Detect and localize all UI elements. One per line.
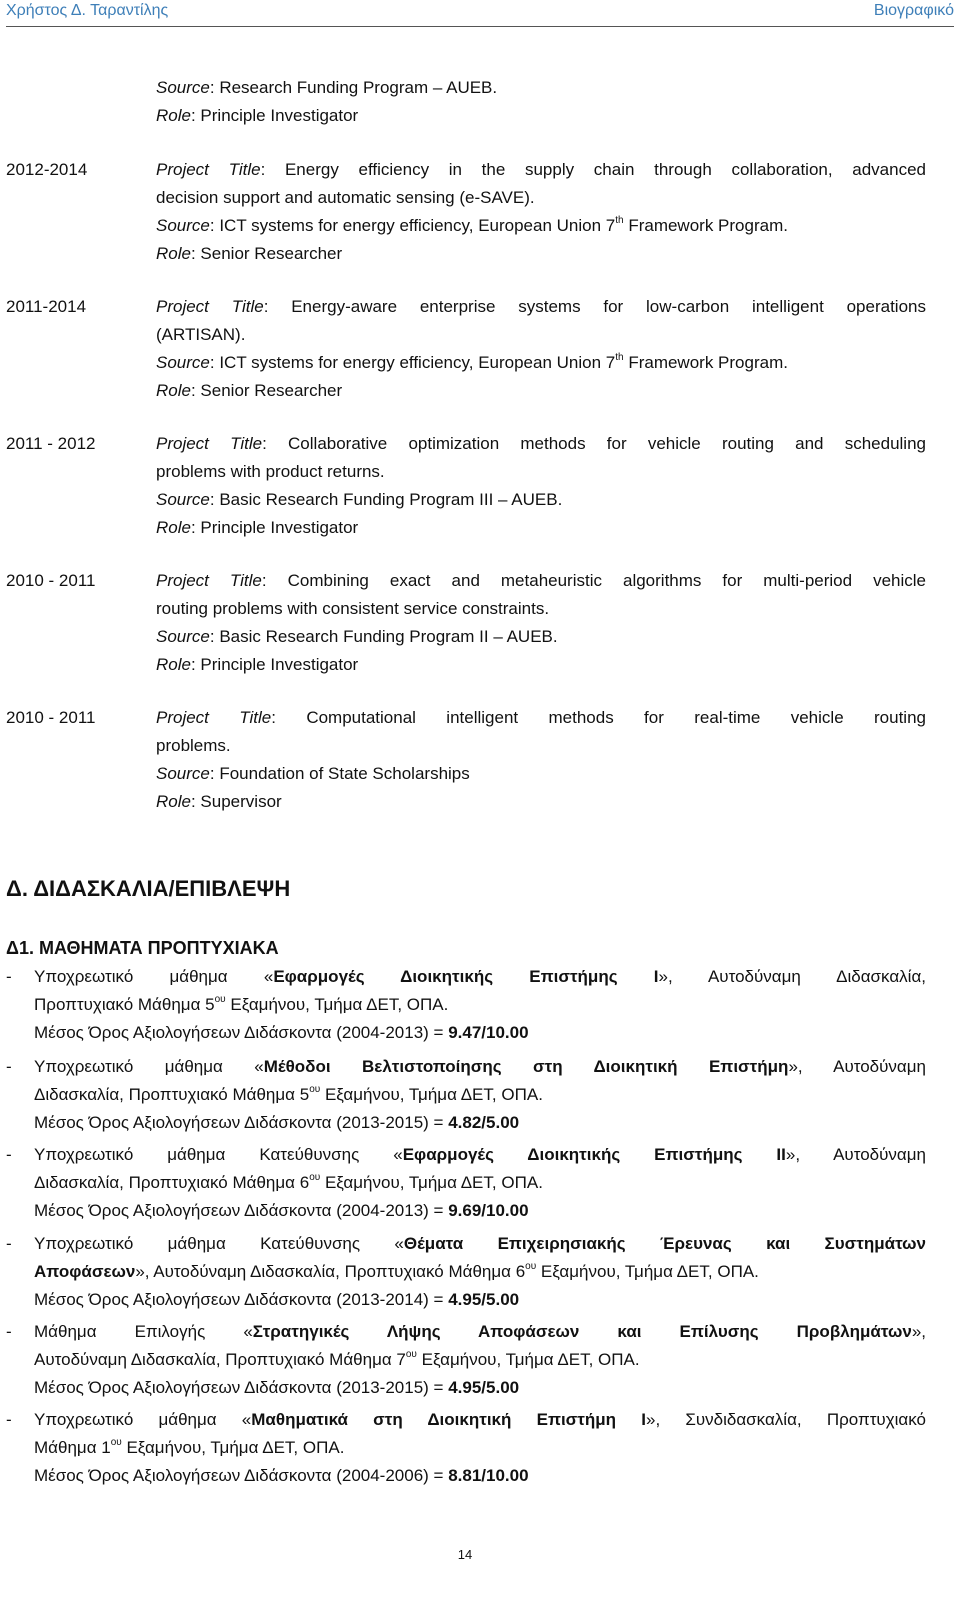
evaluation-score: 9.69/10.00 xyxy=(448,1201,529,1220)
project-title: Collaborative optimization methods for vehicle routing and scheduling xyxy=(288,434,926,453)
source-label: Source xyxy=(156,627,210,646)
role-label: Role xyxy=(156,106,191,125)
role-value: Senior Researcher xyxy=(200,381,343,400)
role-value: Principle Investigator xyxy=(200,655,359,674)
list-dash: - xyxy=(6,1234,12,1253)
project-entry: 2010 - 2011 Project Title: Computational intelligent methods for real-time vehicle routing problems. Source: Foundation of State Scholarships Role: Supervisor xyxy=(6,704,926,816)
course-name: Θέματα Επιχειρησιακής Έρευνας και Συστημάτων xyxy=(403,1234,927,1253)
project-entry: 2011-2014 Project Title: Energy-aware enterprise systems for low-carbon intelligent operations (ARTISAN). Source: ICT systems for energy efficiency, European Union 7th Framework Program. Role: Senior Researcher xyxy=(6,293,926,405)
role-value: Senior Researcher xyxy=(200,244,343,263)
evaluation-score: 4.95/5.00 xyxy=(448,1290,520,1309)
list-dash: - xyxy=(6,1322,12,1341)
source-value: Basic Research Funding Program III – AUEB. xyxy=(219,490,563,509)
list-dash: - xyxy=(6,1410,12,1429)
project-entry: 2010 - 2011 Project Title: Combining exact and metaheuristic algorithms for multi-period vehicle routing problems with consistent service constraints. Source: Basic Research Funding Program II – AUEB. Role: Principle Investigator xyxy=(6,567,926,679)
course-item: - Υποχρεωτικό μάθημα Κατεύθυνσης «Εφαρμογές Διοικητικής Επιστήμης ΙΙ», Αυτοδύναμη Διδασκαλία, Προπτυχιακό Μάθημα $6^{o\upsilon}$ Εξαμήνου, Τμήμα ΔΕΤ, ΟΠΑ. Μέσος Όρος Αξιολογήσεων Διδάσκοντα (2004-2013) = 9.69/10.00 xyxy=(6,1141,926,1225)
course-name: Στρατηγικές Λήψης Αποφάσεων και Επίλυσης Προβλημάτων xyxy=(252,1322,912,1341)
source-label: Source xyxy=(156,78,210,97)
role-label: Role xyxy=(156,792,191,811)
course-item: - Υποχρεωτικό μάθημα «Μαθηματικά στη Διοικητική Επιστήμη Ι», Συνδιδασκαλία, Προπτυχιακό Μάθημα $1^{o\upsilon}$ Εξαμήνου, Τμήμα ΔΕΤ, ΟΠΑ. Μέσος Όρος Αξιολογήσεων Διδάσκοντα (2004-2006) = 8.81/10.00 xyxy=(6,1406,926,1490)
course-item: - Υποχρεωτικό μάθημα Κατεύθυνσης «Θέματα Επιχειρησιακής Έρευνας και Συστημάτων Αποφάσεων», Αυτοδύναμη Διδασκαλία, Προπτυχιακό Μάθημα $6^{o\upsilon}$ Εξαμήνου, Τμήμα ΔΕΤ, ΟΠΑ. Μέσος Όρος Αξιολογήσεων Διδάσκοντα (2013-2014) = 4.95/5.00 xyxy=(6,1230,926,1314)
project-years: 2011-2014 xyxy=(6,297,87,316)
course-name: Μέθοδοι Βελτιστοποίησης στη Διοικητική Επιστήμη xyxy=(263,1057,789,1076)
role-label: Role xyxy=(156,244,191,263)
course-name-cont: Αποφάσεων xyxy=(34,1262,136,1281)
list-dash: - xyxy=(6,967,12,986)
project-title-cont: (ARTISAN). xyxy=(156,325,246,344)
source-value: : Research Funding Program – AUEB. xyxy=(209,78,498,97)
evaluation-score: 9.47/10.00 xyxy=(448,1023,529,1042)
role-value: Principle Investigator xyxy=(200,106,359,125)
course-name: Εφαρμογές Διοικητικής Επιστήμης Ι xyxy=(273,967,659,986)
project-years: 2010 - 2011 xyxy=(6,708,96,727)
subsection-title: Δ1. ΜΑΘΗΜΑΤΑ ΠΡΟΠΤΥΧΙΑΚΑ xyxy=(6,938,279,958)
project-title-cont: routing problems with consistent service constraints. xyxy=(156,599,550,618)
source-label: Source xyxy=(156,353,210,372)
page-number: 14 xyxy=(457,1547,473,1562)
evaluation-score: 4.95/5.00 xyxy=(448,1378,520,1397)
header-doc-title: Βιογραφικό xyxy=(873,2,954,19)
source-value: ICT systems for energy efficiency, European Union 7 xyxy=(219,353,616,372)
project-title: Computational intelligent methods for real-time vehicle routing xyxy=(306,708,926,727)
project-title-label: Project Title xyxy=(156,160,261,179)
evaluation-score: 8.81/10.00 xyxy=(448,1466,529,1485)
role-label: Role xyxy=(156,381,191,400)
project-title-cont: decision support and automatic sensing (e-SAVE). xyxy=(156,188,535,207)
project-title-cont: problems. xyxy=(156,736,231,755)
project-title: Energy efficiency in the supply chain through collaboration, advanced xyxy=(284,160,926,179)
project-title-label: Project Title xyxy=(156,297,264,316)
project-title-label: Project Title xyxy=(156,434,263,453)
source-label: Source xyxy=(156,216,210,235)
source-value: Foundation of State Scholarships xyxy=(219,764,470,783)
project-years: 2012-2014 xyxy=(6,160,88,179)
list-dash: - xyxy=(6,1057,12,1076)
course-name: Εφαρμογές Διοικητικής Επιστήμης ΙΙ xyxy=(402,1145,786,1164)
source-value: Basic Research Funding Program II – AUEB. xyxy=(219,627,558,646)
list-dash: - xyxy=(6,1145,12,1164)
project-years: 2011 - 2012 xyxy=(6,434,96,453)
role-label: Role xyxy=(156,518,191,537)
header-author: Χρήστος Δ. Ταραντίλης xyxy=(6,2,169,19)
course-item: - Μάθημα Επιλογής «Στρατηγικές Λήψης Αποφάσεων και Επίλυσης Προβλημάτων», Αυτοδύναμη Διδασκαλία, Προπτυχιακό Μάθημα $7^{o\upsilon}$ Εξαμήνου, Τμήμα ΔΕΤ, ΟΠΑ. Μέσος Όρος Αξιολογήσεων Διδάσκοντα (2013-2015) = 4.95/5.00 xyxy=(6,1318,926,1402)
role-value: Principle Investigator xyxy=(200,518,359,537)
project-title: Energy-aware enterprise systems for low-carbon intelligent operations xyxy=(291,297,926,316)
source-label: Source xyxy=(156,490,210,509)
project-entry: 2011 - 2012 Project Title: Collaborative optimization methods for vehicle routing and scheduling problems with product returns. Source: Basic Research Funding Program III – AUEB. Role: Principle Investigator xyxy=(6,430,926,542)
page-header xyxy=(6,0,954,27)
evaluation-score: 4.82/5.00 xyxy=(448,1113,520,1132)
project-title-label: Project Title xyxy=(156,708,272,727)
section-title: Δ. ΔΙΔΑΣΚΑΛΙΑ/ΕΠΙΒΛΕΨΗ xyxy=(6,876,291,901)
role-label: Role xyxy=(156,655,191,674)
source-value: ICT systems for energy efficiency, European Union 7 xyxy=(219,216,616,235)
project-title-cont: problems with product returns. xyxy=(156,462,385,481)
course-item: - Υποχρεωτικό μάθημα «Μέθοδοι Βελτιστοποίησης στη Διοικητική Επιστήμη», Αυτοδύναμη Διδασκαλία, Προπτυχιακό Μάθημα $5^{o\upsilon}$ Εξαμήνου, Τμήμα ΔΕΤ, ΟΠΑ. Μέσος Όρος Αξιολογήσεων Διδάσκοντα (2013-2015) = 4.82/5.00 xyxy=(6,1053,926,1137)
project-entry-continued: Source: Research Funding Program – AUEB. Role: Principle Investigator xyxy=(156,78,498,125)
course-item: - Υποχρεωτικό μάθημα «Εφαρμογές Διοικητικής Επιστήμης Ι», Αυτοδύναμη Διδασκαλία, Προπτυχιακό Μάθημα $5^{o\upsilon}$ Εξαμήνου, Τμήμα ΔΕΤ, ΟΠΑ. Μέσος Όρος Αξιολογήσεων Διδάσκοντα (2004-2013) = 9.47/10.00 xyxy=(6,963,926,1047)
role-value: Supervisor xyxy=(200,792,282,811)
course-name: Μαθηματικά στη Διοικητική Επιστήμη Ι xyxy=(251,1410,646,1429)
project-title: Combining exact and metaheuristic algorithms for multi-period vehicle xyxy=(287,571,926,590)
project-title-label: Project Title xyxy=(156,571,262,590)
project-years: 2010 - 2011 xyxy=(6,571,96,590)
source-label: Source xyxy=(156,764,210,783)
project-entry: 2012-2014 Project Title: Energy efficiency in the supply chain through collaboration, advanced decision support and automatic sensing (e-SAVE). Source: ICT systems for energy efficiency, European Union 7th Framework Program. Role: Senior Researcher xyxy=(6,156,926,268)
